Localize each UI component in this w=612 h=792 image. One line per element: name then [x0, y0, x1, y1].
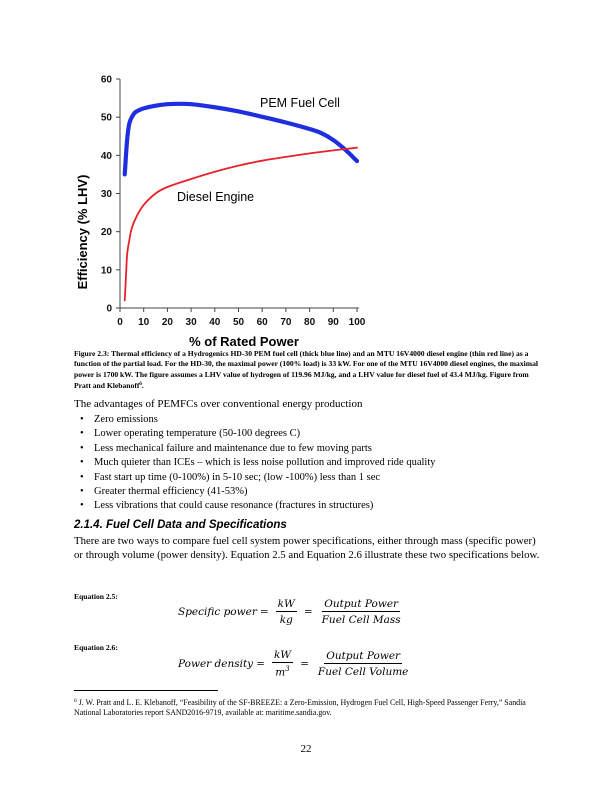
equals-sign: =: [256, 657, 265, 670]
x-tick-label: 10: [138, 317, 150, 328]
y-axis-ticks: [101, 75, 120, 315]
y-tick-label: 50: [100, 112, 112, 124]
list-item: • Less vibrations that could cause resonance (fractures in structures): [74, 499, 436, 513]
page-number: 22: [300, 743, 312, 755]
x-tick-label: 40: [209, 317, 221, 328]
caption-end: .: [141, 381, 144, 391]
pem-fuel-cell-series: [125, 104, 357, 175]
denominator-exponent: 3: [285, 665, 290, 673]
list-item: • Less mechanical failure and maintenance due to few moving parts: [74, 442, 436, 456]
x-tick-label: 30: [185, 317, 197, 328]
equals-sign: =: [259, 606, 269, 618]
list-item: • Zero emissions: [74, 413, 436, 427]
fraction: [320, 598, 403, 626]
caption-footnote-ref: 6: [139, 382, 142, 388]
x-tick-label: 100: [348, 317, 366, 328]
denominator-base: m: [275, 666, 286, 679]
y-tick-label: 10: [100, 265, 112, 277]
diesel-engine-series: [125, 148, 357, 301]
equals-sign: =: [303, 606, 313, 618]
x-tick-label: 80: [304, 317, 316, 328]
fraction: [276, 598, 297, 626]
diesel-engine-annotation: Diesel Engine: [177, 190, 255, 204]
x-axis-label: % of Rated Power: [189, 334, 299, 348]
y-tick-label: 60: [100, 74, 112, 86]
x-tick-label: 0: [117, 317, 123, 328]
section-paragraph: There are two ways to compare fuel cell system power specifications, either through mass (specific power) or through volume (power density). Equation 2.5 and Equation 2.6 illustrate these two specifications below.: [74, 535, 540, 562]
fraction-denominator: kg: [279, 614, 293, 626]
section-heading: 2.1.4. Fuel Cell Data and Specifications: [74, 519, 287, 531]
fraction-numerator: Output Power: [324, 598, 399, 610]
fraction-numerator: kW: [277, 598, 295, 610]
y-tick-label: 30: [100, 189, 112, 200]
equation-2-5-label: Equation 2.5:: [74, 592, 118, 601]
y-axis-label: Efficiency (% LHV): [75, 174, 90, 290]
fraction-denominator: Fuel Cell Volume: [317, 665, 409, 678]
fraction-denominator: [273, 663, 291, 679]
caption-text: Figure 2.3: Thermal efficiency of a Hydrogenics HD-30 PEM fuel cell (thick blue line) and an MTU 16V4000 diesel engine (thin red line) as a function of the partial load. For the HD-30, the maximal power (100% load) is 33 kW. For one of the MTU 16V4000 diesel engines, the maximal power is 1700 kW. The figure assumes a LHV value of hydrogen of 119.96 MJ/kg, and a LHV value for diesel fuel of 43.4 MJ/kg. Figure from Pratt and Klebanoff: [74, 349, 538, 391]
equals-sign: =: [300, 657, 309, 670]
fraction-numerator: kW: [273, 649, 292, 661]
footnote-marker: 6: [74, 698, 77, 704]
footnote-text: J. W. Pratt and L. E. Klebanoff, “Feasibility of the SF-BREEZE: a Zero-Emission, Hydrogen Fuel Cell, High-Speed Passenger Ferry,” Sandia National Laboratories report SAND2016-9719, available at: maritime.sandia.gov.: [74, 698, 526, 718]
y-tick-label: 20: [100, 227, 112, 239]
equation-lhs: Specific power: [178, 606, 257, 618]
fraction: [272, 649, 293, 679]
equation-2-5: [178, 598, 407, 626]
pem-fuel-cell-annotation: PEM Fuel Cell: [260, 96, 340, 110]
figure-caption: [74, 349, 546, 392]
equation-lhs: Power density: [178, 657, 254, 670]
x-tick-label: 20: [161, 317, 173, 328]
equation-2-6: [178, 649, 414, 679]
list-item: • Fast start up time (0-100%) in 5-10 sec; (low -100%) less than 1 sec: [74, 471, 436, 485]
fraction-numerator: Output Power: [326, 649, 401, 662]
y-tick-label: 0: [106, 303, 112, 315]
fraction-denominator: Fuel Cell Mass: [321, 614, 401, 626]
list-item: • Greater thermal efficiency (41-53%): [74, 485, 436, 499]
list-item: • Much quieter than ICEs – which is less noise pollution and improved ride quality: [74, 456, 436, 470]
advantages-intro: The advantages of PEMFCs over conventional energy production: [74, 398, 363, 410]
advantages-list: [74, 413, 436, 514]
equation-2-6-label: Equation 2.6:: [74, 643, 118, 652]
footnote: [74, 696, 544, 719]
x-tick-label: 90: [327, 317, 339, 328]
footnote-rule: [74, 690, 218, 691]
x-tick-label: 50: [232, 317, 245, 328]
efficiency-chart: [70, 70, 380, 348]
y-tick-label: 40: [100, 150, 112, 162]
x-tick-label: 60: [256, 317, 268, 328]
x-tick-label: 70: [280, 317, 292, 328]
list-item: • Lower operating temperature (50-100 degrees C): [74, 427, 436, 441]
fraction: [316, 650, 411, 678]
x-axis-ticks: [117, 308, 366, 328]
